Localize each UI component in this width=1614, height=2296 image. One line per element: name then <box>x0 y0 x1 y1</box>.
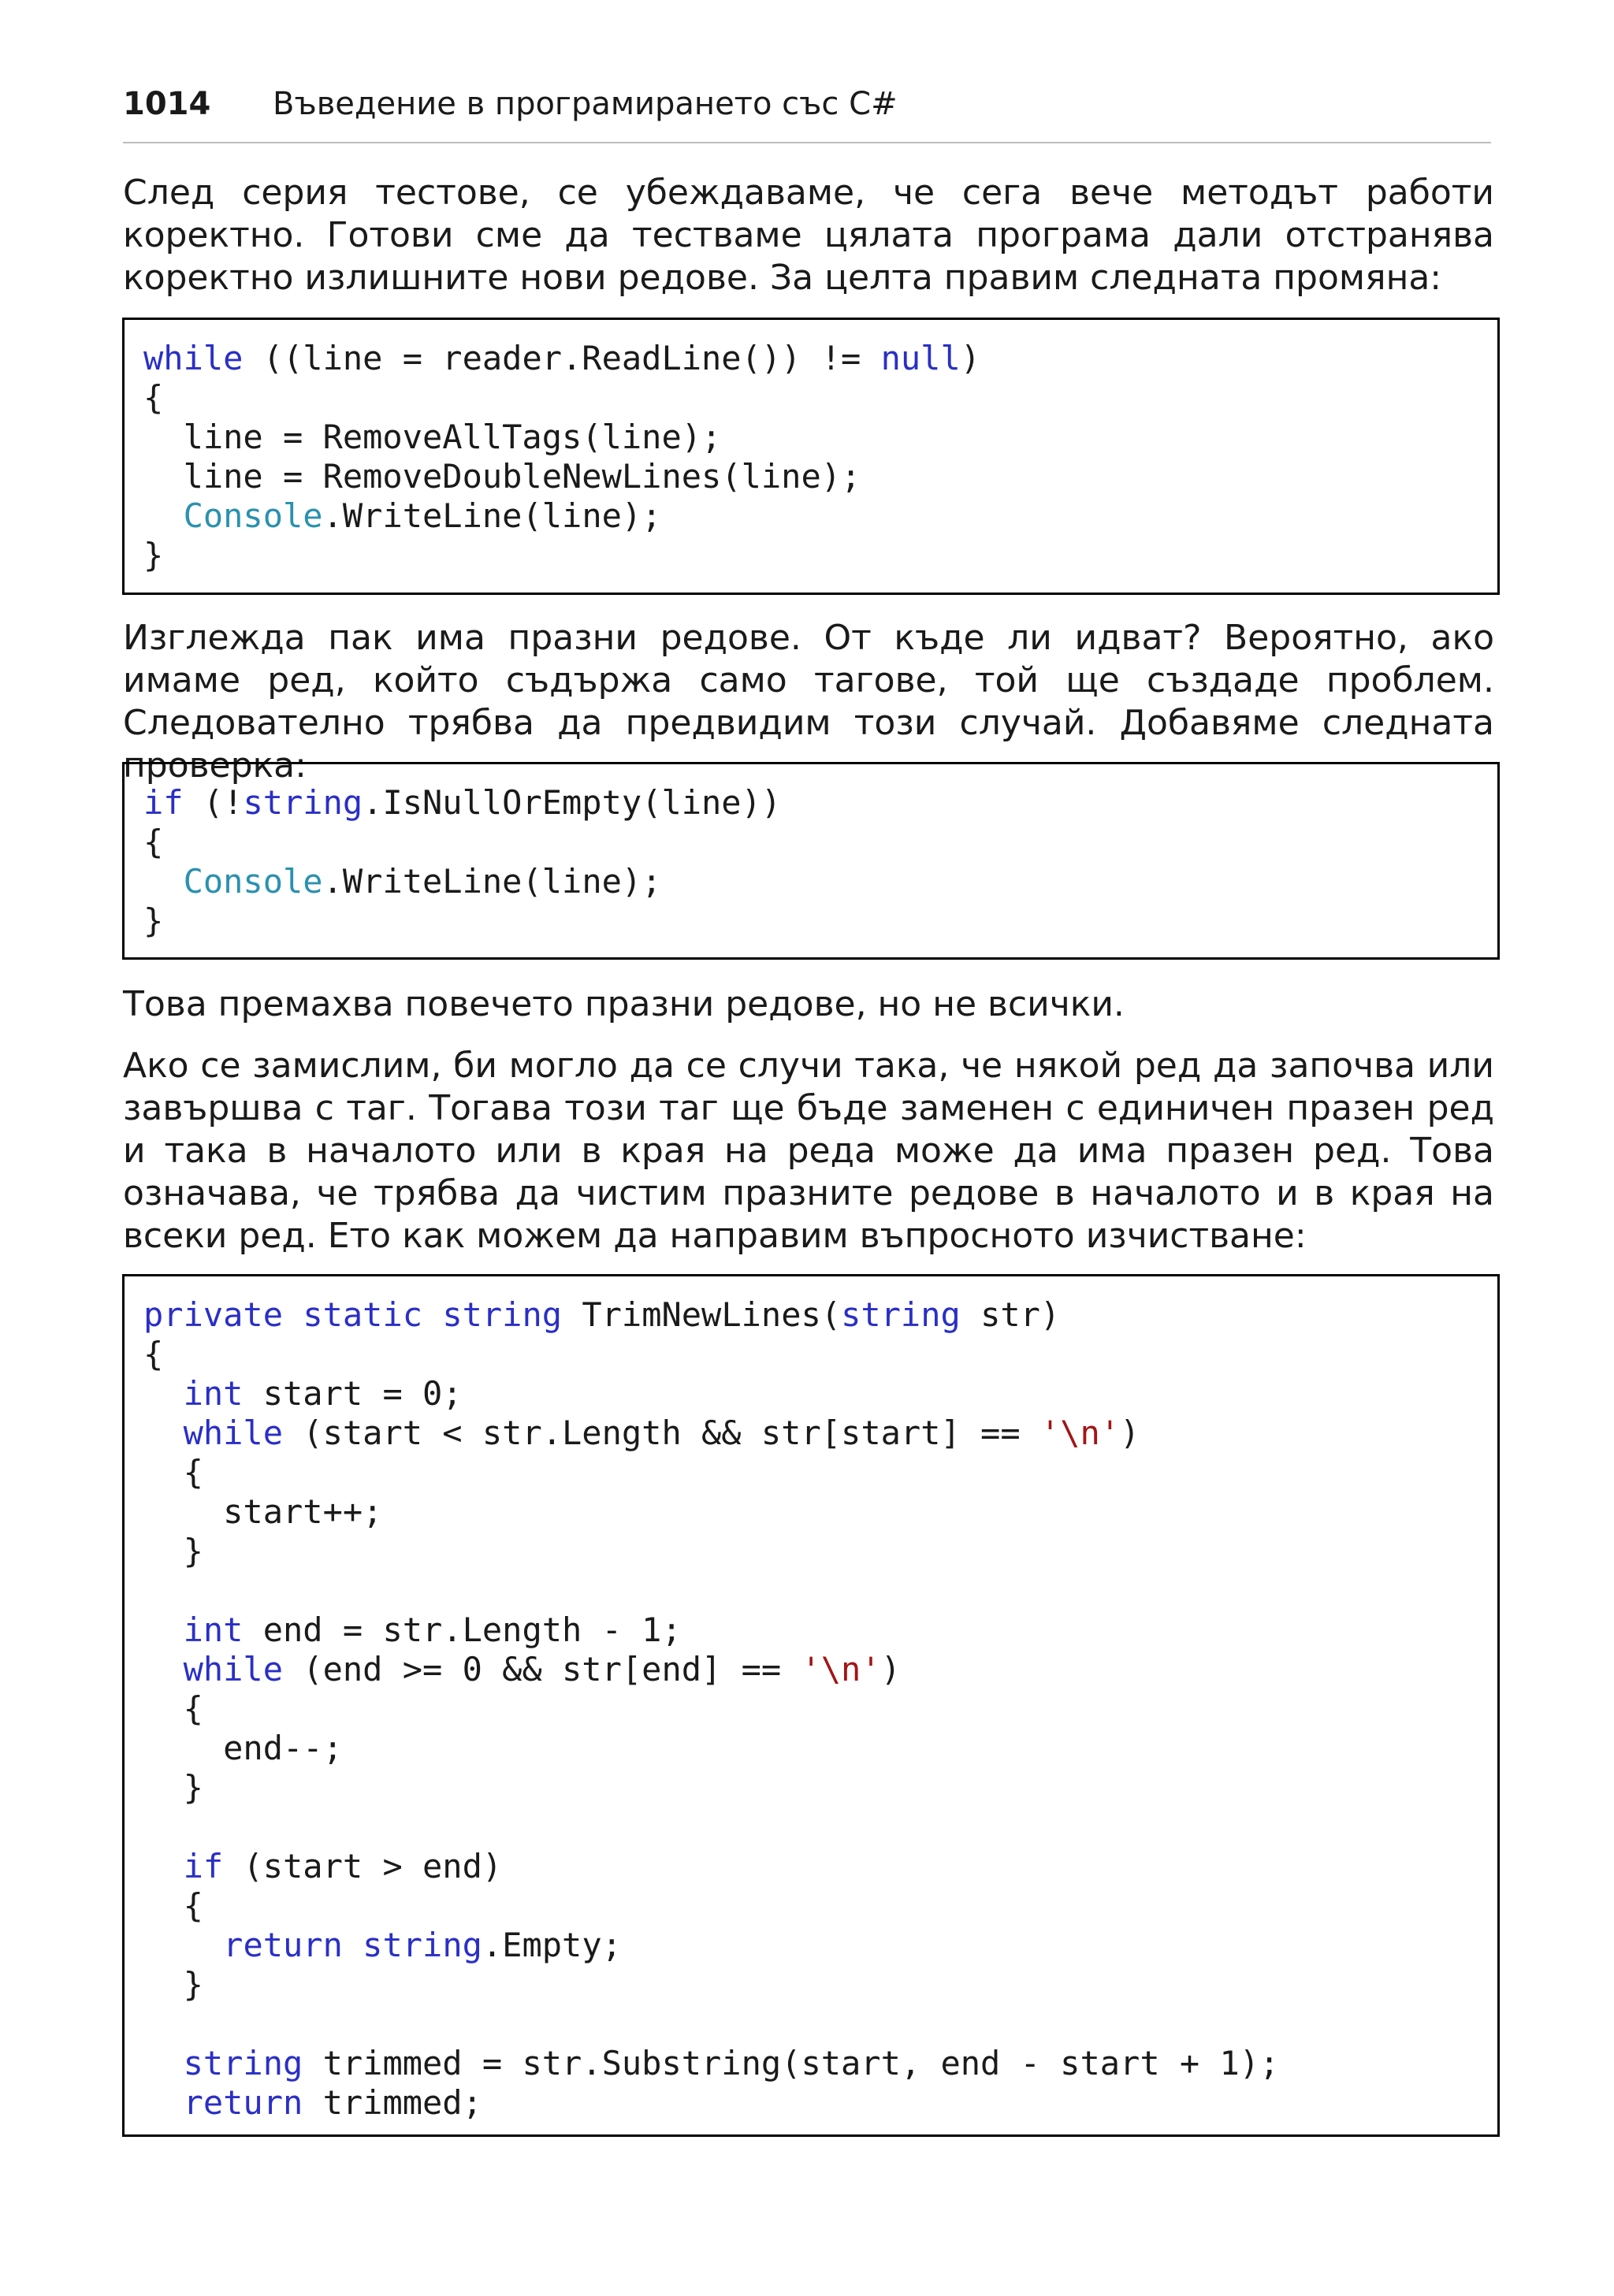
code-token: private <box>143 1295 284 1334</box>
code-line <box>143 378 980 418</box>
code-token <box>143 1611 184 1649</box>
code-token <box>143 1374 184 1413</box>
code-token: while <box>183 1650 284 1689</box>
code-token: { <box>143 1886 203 1925</box>
code-token: trimmed; <box>303 2083 482 2122</box>
code-line <box>143 457 980 496</box>
code-token: (start > end) <box>223 1847 503 1885</box>
code-line <box>143 1689 1279 1729</box>
code-token <box>143 2083 184 2122</box>
code-token: trimmed = str.Substring(start, end - start + 1); <box>303 2044 1280 2082</box>
code-line <box>143 1847 1279 1886</box>
code-line <box>143 2004 1279 2044</box>
code-token: } <box>143 1768 203 1807</box>
code-token <box>343 1926 363 1964</box>
code-token: start = 0; <box>243 1374 463 1413</box>
code-line <box>143 496 980 536</box>
code-line <box>143 1414 1279 1453</box>
code-token <box>143 1926 223 1964</box>
code-line <box>143 1886 1279 1926</box>
code-listing-1 <box>143 339 980 575</box>
paragraph-partial-fix: Това премахва повечето празни редове, но не всички. <box>123 984 1125 1024</box>
code-line <box>143 901 781 941</box>
code-token: Console <box>183 862 323 901</box>
code-token: { <box>143 823 164 861</box>
code-token: line = RemoveAllTags(line); <box>143 418 722 456</box>
code-listing-2 <box>143 783 781 941</box>
code-token: return <box>223 1926 343 1964</box>
code-token <box>143 1650 184 1689</box>
code-line <box>143 418 980 457</box>
code-token: (end >= 0 && str[end] == <box>283 1650 801 1689</box>
code-token: ) <box>1120 1414 1140 1452</box>
code-token: end--; <box>143 1729 343 1767</box>
code-token: ((line = reader.ReadLine()) != <box>243 339 881 377</box>
code-line <box>143 823 781 862</box>
code-token: { <box>143 1453 203 1492</box>
code-token: '\n' <box>1039 1414 1121 1452</box>
code-token: int <box>183 1374 244 1413</box>
code-token: '\n' <box>801 1650 881 1689</box>
page-header <box>123 85 1491 143</box>
paragraph-trim-explanation: Ако се замислим, би могло да се случи така, че някой ред да започва или завършва с таг. Тогава този таг ще бъде заменен с единичен празен ред и така в началото или в края на реда може да има празен ред. Това означава, че трябва да чистим празните редове в началото и в края на всеки ред. Ето как можем да направим въпросното изчистване: <box>123 1046 1494 1256</box>
code-token <box>143 2044 184 2082</box>
code-token: str) <box>960 1295 1061 1334</box>
code-token: line = RemoveDoubleNewLines(line); <box>143 457 861 496</box>
code-token: TrimNewLines( <box>562 1295 842 1334</box>
page-number: 1014 <box>123 86 211 122</box>
code-token: Console <box>183 496 323 535</box>
code-line <box>143 1965 1279 2004</box>
code-token: { <box>143 1335 164 1373</box>
code-line <box>143 536 980 575</box>
code-token: ) <box>960 339 981 377</box>
code-line <box>143 1571 1279 1611</box>
paragraph-intro: След серия тестове, се убеждаваме, че сега вече методът работи коректно. Готови сме да тестваме цялата програма дали отстранява коректно излишните нови редове. За целта правим следната промяна: <box>123 173 1494 298</box>
code-token: .WriteLine(line); <box>322 862 662 901</box>
code-token <box>143 496 184 535</box>
code-token: { <box>143 1689 203 1728</box>
code-token: string <box>841 1295 961 1334</box>
code-token: null <box>880 339 961 377</box>
code-line <box>143 1650 1279 1689</box>
code-token: (start < str.Length && str[start] == <box>283 1414 1040 1452</box>
code-line <box>143 783 781 823</box>
code-token: string <box>363 1926 482 1964</box>
code-token: if <box>183 1847 224 1885</box>
code-block-while-loop <box>122 318 1500 595</box>
code-line <box>143 1374 1279 1414</box>
paragraph-empty-lines: Изглежда пак има празни редове. От къде ли идват? Вероятно, ако имаме ред, който съдържа само тагове, той ще създаде проблем. Следователно трябва да предвидим този случай. Добавяме следната проверка: <box>123 618 1494 786</box>
code-token: while <box>183 1414 284 1452</box>
code-token: static <box>303 1295 423 1334</box>
code-token: } <box>143 1532 203 1570</box>
code-line <box>143 1492 1279 1532</box>
code-token: } <box>143 1965 203 2004</box>
code-line <box>143 1729 1279 1768</box>
code-line <box>143 1926 1279 1965</box>
code-token: string <box>243 783 363 822</box>
code-token: } <box>143 901 164 940</box>
code-listing-3 <box>143 1295 1279 2123</box>
code-token: end = str.Length - 1; <box>243 1611 682 1649</box>
code-line <box>143 2083 1279 2123</box>
code-token <box>143 1414 184 1452</box>
code-line <box>143 1532 1279 1571</box>
code-token: if <box>143 783 184 822</box>
code-token: } <box>143 536 164 574</box>
code-line <box>143 1768 1279 1807</box>
code-block-null-check <box>122 762 1500 960</box>
code-token: start++; <box>143 1492 383 1531</box>
code-line <box>143 1335 1279 1374</box>
code-token: { <box>143 378 164 417</box>
code-line <box>143 1453 1279 1492</box>
book-title: Въведение в програмирането със C# <box>273 86 898 122</box>
code-token: .Empty; <box>482 1926 622 1964</box>
code-token <box>422 1295 442 1334</box>
code-block-trim-new-lines <box>122 1274 1500 2137</box>
code-token <box>143 1847 184 1885</box>
code-token: ) <box>880 1650 901 1689</box>
code-line <box>143 1807 1279 1847</box>
code-token: (! <box>183 783 244 822</box>
code-token: string <box>442 1295 563 1334</box>
code-token <box>283 1295 303 1334</box>
code-token: .WriteLine(line); <box>322 496 662 535</box>
code-token: return <box>183 2083 303 2122</box>
code-token: while <box>143 339 244 377</box>
code-token: int <box>183 1611 244 1649</box>
code-token: string <box>183 2044 303 2082</box>
code-line <box>143 1611 1279 1650</box>
code-line <box>143 1295 1279 1335</box>
code-token <box>143 862 184 901</box>
code-line <box>143 862 781 901</box>
code-line <box>143 2044 1279 2083</box>
code-line <box>143 339 980 378</box>
code-token: .IsNullOrEmpty(line)) <box>363 783 782 822</box>
